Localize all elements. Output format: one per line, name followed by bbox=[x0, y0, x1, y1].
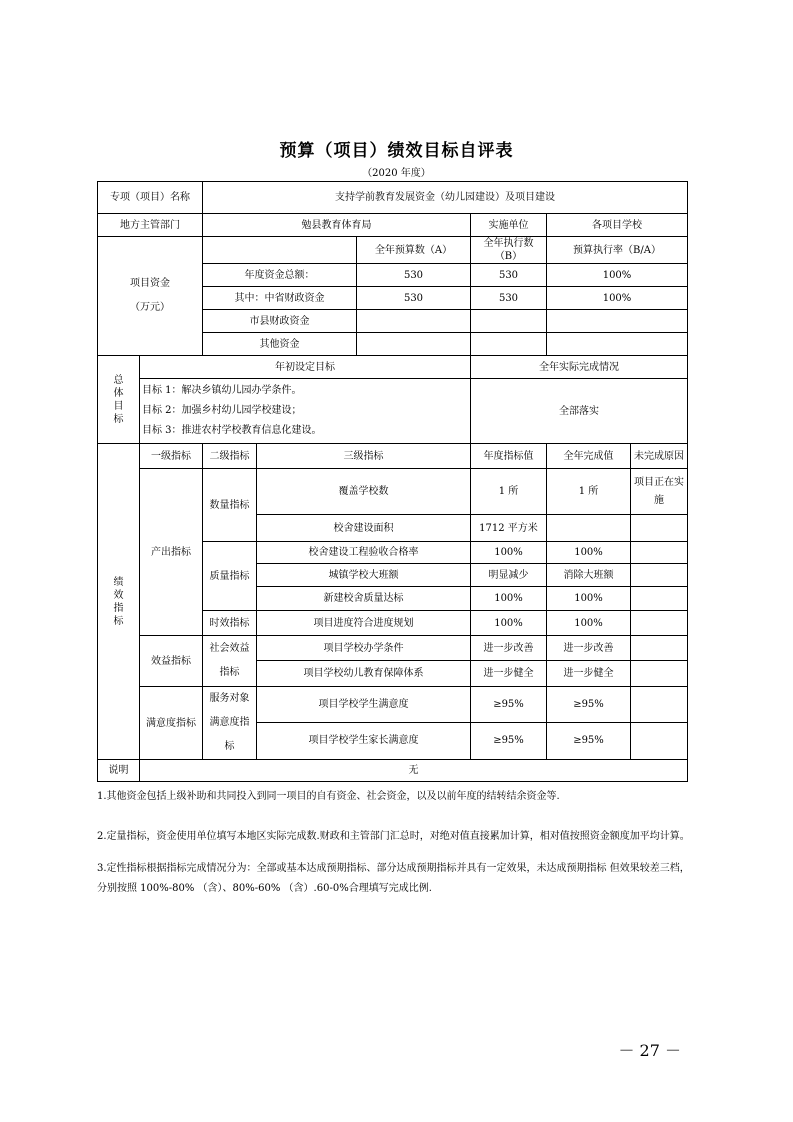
perf-row-target: 进一步健全 bbox=[471, 661, 547, 687]
perf-row-target: 100% bbox=[471, 542, 547, 564]
dept-row bbox=[98, 214, 688, 237]
project-label: 专项（项目）名称 bbox=[98, 182, 203, 214]
perf-row-target: 进一步改善 bbox=[471, 636, 547, 661]
funds-label: 项目资金 （万元） bbox=[98, 237, 203, 356]
project-row bbox=[98, 182, 688, 214]
funds-header-b: 全年执行数（B） bbox=[471, 237, 547, 264]
perf-row-target: ≥95% bbox=[471, 722, 547, 759]
funds-row-label: 市县财政资金 bbox=[203, 310, 357, 333]
goals-header-left: 年初设定目标 bbox=[140, 356, 471, 379]
goals-result: 全部落实 bbox=[471, 379, 688, 444]
service-satisfaction-label: 服务对象 满意度指标 bbox=[203, 687, 257, 760]
goals-header-right: 全年实际完成情况 bbox=[471, 356, 688, 379]
funds-row-b: 530 bbox=[471, 287, 547, 310]
perf-row-name: 项目学校幼儿教育保障体系 bbox=[257, 661, 471, 687]
perf-row-name: 城镇学校大班额 bbox=[257, 564, 471, 587]
funds-row-rate bbox=[547, 310, 688, 333]
perf-row-actual: 1 所 bbox=[547, 469, 631, 515]
perf-header-target: 年度指标值 bbox=[471, 444, 547, 469]
note-3-continued: 分别按照 100%-80% （含）、80%-60% （含）.60-0%合理填写完成比例. bbox=[97, 883, 432, 894]
perf-row-actual: 进一步健全 bbox=[547, 661, 631, 687]
perf-row-target: ≥95% bbox=[471, 687, 547, 723]
perf-row-actual: 100% bbox=[547, 542, 631, 564]
self-evaluation-table bbox=[97, 181, 688, 782]
perf-row-actual bbox=[547, 515, 631, 542]
page-number: － 27 － bbox=[618, 1041, 681, 1060]
remark-label: 说明 bbox=[98, 760, 140, 782]
goal-item: 目标 2：加强乡村幼儿园学校建设； bbox=[142, 405, 302, 416]
funds-row-b bbox=[471, 310, 547, 333]
perf-row-actual: 100% bbox=[547, 587, 631, 611]
perf-row-target: 明显减少 bbox=[471, 564, 547, 587]
dept-value: 勉县教育体育局 bbox=[203, 214, 471, 237]
note-1: 1.其他资金包括上级补助和共同投入到同一项目的自有资金、社会资金，以及以前年度的结转结余资金等. bbox=[97, 791, 560, 802]
perf-row bbox=[98, 636, 688, 661]
perf-row-actual: ≥95% bbox=[547, 687, 631, 723]
perf-row-name: 项目进度符合进度规划 bbox=[257, 611, 471, 636]
page-title: 预算（项目）绩效目标自评表 bbox=[279, 141, 514, 161]
goal-item: 目标 3：推进农村学校教育信息化建设。 bbox=[142, 425, 322, 436]
funds-row-rate: 100% bbox=[547, 287, 688, 310]
goals-row bbox=[98, 379, 688, 444]
goal-item: 目标 1：解决乡镇幼儿园办学条件。 bbox=[142, 385, 302, 396]
perf-row bbox=[98, 469, 688, 515]
perf-row-name: 校舍建设工程验收合格率 bbox=[257, 542, 471, 564]
perf-row-target: 1 所 bbox=[471, 469, 547, 515]
perf-row-target: 100% bbox=[471, 587, 547, 611]
funds-row-rate: 100% bbox=[547, 264, 688, 287]
perf-row-actual: 100% bbox=[547, 611, 631, 636]
perf-row-name: 校舍建设面积 bbox=[257, 515, 471, 542]
remark-value: 无 bbox=[140, 760, 688, 782]
perf-row-actual: ≥95% bbox=[547, 722, 631, 759]
funds-header-row bbox=[98, 237, 688, 264]
perf-row-name: 新建校舍质量达标 bbox=[257, 587, 471, 611]
goals-list bbox=[140, 379, 471, 444]
year-label: （2020 年度） bbox=[362, 168, 431, 179]
perf-row bbox=[98, 687, 688, 723]
funds-row-b bbox=[471, 333, 547, 356]
perf-header-reason: 未完成原因 bbox=[631, 444, 688, 469]
unit-label: 实施单位 bbox=[471, 214, 547, 237]
dept-label: 地方主管部门 bbox=[98, 214, 203, 237]
funds-row-a bbox=[357, 310, 471, 333]
perf-header-row bbox=[98, 444, 688, 469]
quality-indicator-label: 质量指标 bbox=[203, 542, 257, 611]
funds-header-rate: 预算执行率（B/A） bbox=[547, 237, 688, 264]
note-3: 3.定性指标根据指标完成情况分为：全部或基本达成预期指标、部分达成预期指标并具有一定效果，未达成预期指标 但效果较差三档， bbox=[97, 863, 690, 874]
funds-header-a: 全年预算数（A） bbox=[357, 237, 471, 264]
quantity-indicator-label: 数量指标 bbox=[203, 469, 257, 542]
benefit-indicator-label: 效益指标 bbox=[140, 636, 203, 687]
perf-header-level3: 三级指标 bbox=[257, 444, 471, 469]
funds-row-label: 年度资金总额： bbox=[203, 264, 357, 287]
funds-row-a bbox=[357, 333, 471, 356]
time-indicator-label: 时效指标 bbox=[203, 611, 257, 636]
unit-value: 各项目学校 bbox=[547, 214, 688, 237]
funds-row-a: 530 bbox=[357, 287, 471, 310]
perf-row-reason: 项目正在实 施 bbox=[631, 469, 688, 515]
perf-row-name: 项目学校学生满意度 bbox=[257, 687, 471, 723]
social-benefit-label: 社会效益 指标 bbox=[203, 636, 257, 687]
perf-header-level2: 二级指标 bbox=[203, 444, 257, 469]
project-value: 支持学前教育发展资金（幼儿园建设）及项目建设 bbox=[203, 182, 688, 214]
perf-row-name: 项目学校办学条件 bbox=[257, 636, 471, 661]
perf-row-target: 100% bbox=[471, 611, 547, 636]
perf-row-actual: 进一步改善 bbox=[547, 636, 631, 661]
funds-row-rate bbox=[547, 333, 688, 356]
note-2: 2.定量指标，资金使用单位填写本地区实际完成数.财政和主管部门汇总时，对绝对值直接累加计算，相对值按照资金额度加平均计算。 bbox=[97, 831, 690, 842]
output-indicator-label: 产出指标 bbox=[140, 469, 203, 636]
funds-row-a: 530 bbox=[357, 264, 471, 287]
goals-side-label: 总 体 目 标 bbox=[98, 356, 140, 444]
funds-row-label: 其他资金 bbox=[203, 333, 357, 356]
funds-row-b: 530 bbox=[471, 264, 547, 287]
perf-row-target: 1712 平方米 bbox=[471, 515, 547, 542]
perf-row-actual: 消除大班额 bbox=[547, 564, 631, 587]
perf-header-actual: 全年完成值 bbox=[547, 444, 631, 469]
goals-header-row bbox=[98, 356, 688, 379]
perf-header-level1: 一级指标 bbox=[140, 444, 203, 469]
satisfaction-indicator-label: 满意度指标 bbox=[140, 687, 203, 760]
remark-row bbox=[98, 760, 688, 782]
perf-row-name: 项目学校学生家长满意度 bbox=[257, 722, 471, 759]
perf-side-label: 绩 效 指 标 bbox=[98, 444, 140, 760]
perf-row-name: 覆盖学校数 bbox=[257, 469, 471, 515]
funds-row-label: 其中：中省财政资金 bbox=[203, 287, 357, 310]
